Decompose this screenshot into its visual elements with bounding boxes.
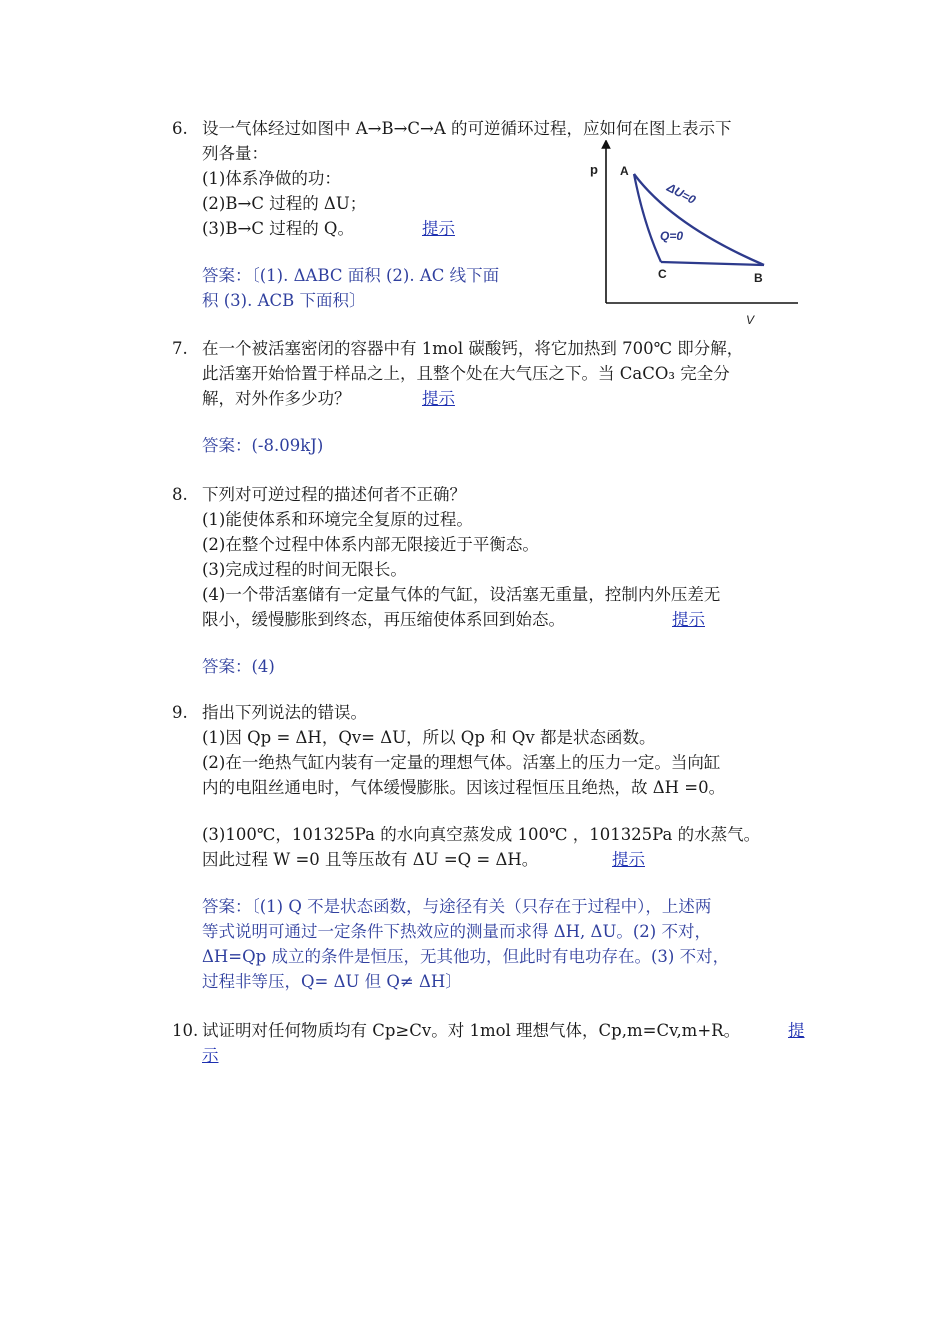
question-text: (2)在一绝热气缸内装有一定量的理想气体。活塞上的压力一定。当向缸 [202,753,721,772]
question-10 [172,1018,812,1068]
question-text: (3)完成过程的时间无限长。 [202,560,407,579]
question-text: 限小，缓慢膨胀到终态，再压缩使体系回到始态。 [202,610,565,629]
question-text: (3)B→C 过程的 Q。 [202,219,354,238]
question-number: 8. [172,485,188,504]
line-c-b [661,262,764,265]
question-text: 试证明对任何物质均有 Cp≥Cv。对 1mol 理想气体，Cp,m=Cv,m+R。 [202,1021,741,1040]
question-text: 解，对外作多少功？ [202,389,351,408]
question-text: 指出下列说法的错误。 [202,703,367,722]
question-text: (3)100℃，101325Pa 的水向真空蒸发成 100℃ ，101325Pa 的水蒸气。 [202,825,761,844]
curve-a-b [634,174,764,265]
x-axis-label: V [746,313,755,327]
point-label-a: A [620,164,629,178]
point-label-c: C [658,267,667,281]
question-number: 9. [172,703,188,722]
question-9 [172,700,812,994]
answer-text: 答案：〔(1) Q 不是状态函数，与途径有关（只存在于过程中），上述两 [202,897,712,916]
question-text: (2)B→C 过程的 ΔU； [202,194,367,213]
question-text: 下列对可逆过程的描述何者不正确？ [202,485,466,504]
curve-label-q: Q=0 [660,229,684,243]
answer-text: 积 (3). ACB 下面积〕 [202,291,366,310]
answer-text: 过程非等压，Q= ΔU 但 Q≠ ΔH〕 [202,972,462,991]
hint-link[interactable]: 提示 [422,219,455,238]
question-text: 在一个被活塞密闭的容器中有 1mol 碳酸钙，将它加热到 700℃ 即分解， [202,339,744,358]
hint-link[interactable]: 提示 [672,610,705,629]
question-number: 6. [172,119,188,138]
answer-text: 答案：(-8.09kJ) [202,436,324,455]
question-text: 因此过程 W =0 且等压故有 ΔU =Q = ΔH。 [202,850,539,869]
answer-text: 答案：〔(1). ΔABC 面积 (2). AC 线下面 [202,266,500,285]
hint-link[interactable]: 提示 [612,850,645,869]
question-text: (4)一个带活塞储有一定量气体的气缸，设活塞无重量，控制内外压差无 [202,585,721,604]
question-text: (2)在整个过程中体系内部无限接近于平衡态。 [202,535,539,554]
question-text: 此活塞开始恰置于样品之上，且整个处在大气压之下。当 CaCO₃ 完全分 [202,364,730,383]
y-axis-label: p [590,162,598,177]
question-text: 设一气体经过如图中 A→B→C→A 的可逆循环过程，应如何在图上表示下 [202,119,732,138]
curve-a-c [634,174,661,262]
question-text: (1)体系净做的功： [202,169,341,188]
hint-link[interactable]: 提示 [422,389,455,408]
question-7 [172,336,812,458]
hint-link-continued[interactable]: 示 [202,1046,219,1065]
answer-text: 等式说明可通过一定条件下热效应的测量而求得 ΔH, ΔU。(2) 不对， [202,922,711,941]
question-text: 列各量： [202,144,268,163]
question-text: (1)能使体系和环境完全复原的过程。 [202,510,473,529]
curve-label-du: ΔU=0 [664,180,699,207]
question-number: 10. [172,1021,199,1040]
pv-cycle-figure [586,140,802,330]
question-text: (1)因 Qp = ΔH，Qv= ΔU，所以 Qp 和 Qv 都是状态函数。 [202,728,656,747]
point-label-b: B [754,271,763,285]
question-text: 内的电阻丝通电时，气体缓慢膨胀。因该过程恒压且绝热，故 ΔH =0。 [202,778,726,797]
question-8 [172,482,812,679]
answer-text: ΔH=Qp 成立的条件是恒压，无其他功，但此时有电功存在。(3) 不对， [202,947,730,966]
answer-text: 答案：(4) [202,657,275,676]
hint-link[interactable]: 提 [788,1021,805,1040]
question-number: 7. [172,339,188,358]
